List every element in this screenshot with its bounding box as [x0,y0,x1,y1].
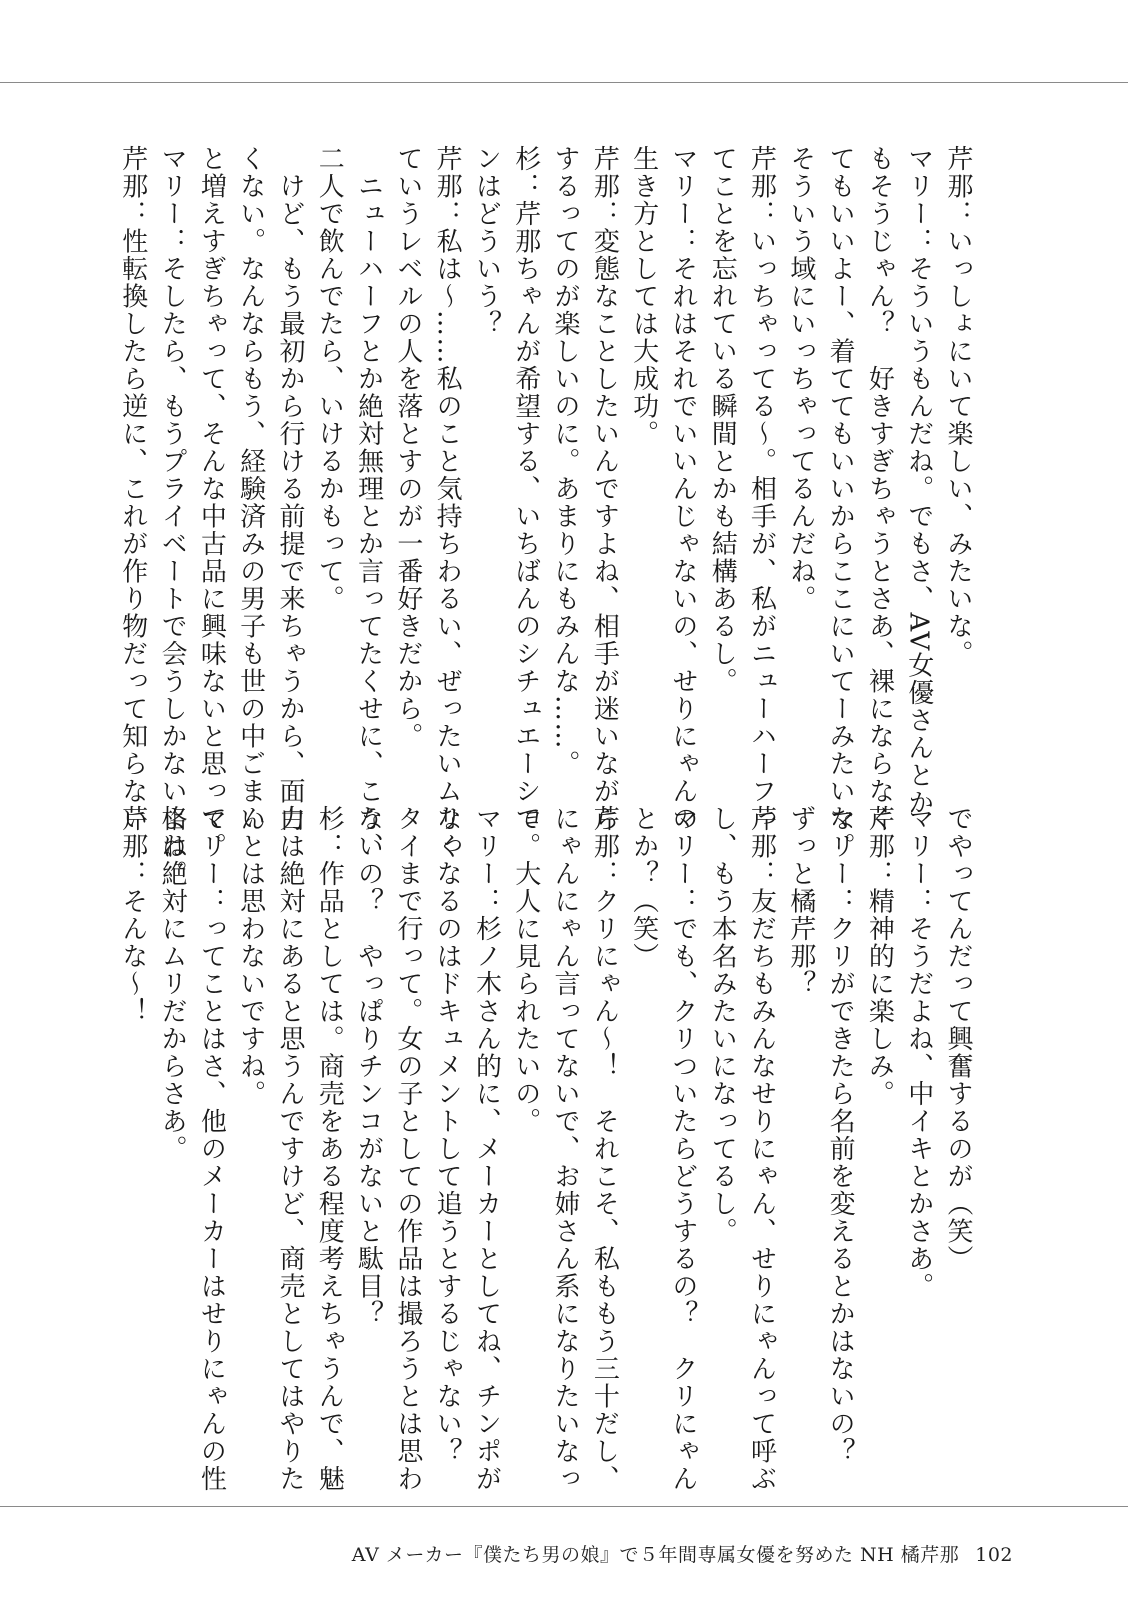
text-line: するってのが楽しいのに。あまりにもみんな……。 [550,145,581,778]
page-number: 102 [975,1544,1013,1566]
text-line: でやってんだって興奮するのが（笑） [943,805,973,1273]
text-line: とか？（笑） [628,805,659,970]
text-line: 芹那：そんな〜！ [117,805,148,1025]
text-line: 芹那：私は〜……私のこと気持ちわるい、ぜったいムリっ [432,145,463,860]
lower-text-column [112,805,977,1493]
text-line: てもいいよー、着ててもいいからここにいてーみたいな。 [825,145,856,860]
text-line: マリー：クリができたら名前を変えるとかはないの？ [825,805,856,1465]
text-line: 杉：芹那ちゃんが希望する、いちばんのシチュエーショ [510,145,541,833]
text-line: 杉：作品としては。商売をある程度考えちゃうんで、魅 [314,805,345,1493]
text-line: ンはどういう？ [471,145,502,338]
text-line: 格は絶対にムリだからさあ。 [157,805,188,1163]
text-line: タイまで行って。女の子としての作品は撮ろうとは思わ [392,805,423,1493]
text-line: 芹那：いっしょにいて楽しい、みたいな。 [943,145,973,668]
text-line: 芹那：クリにゃん〜！ それこそ、私ももう三十だし、 [589,805,620,1493]
text-line: もそうじゃん？ 好きすぎちゃうとさあ、裸にならなく [864,145,895,833]
text-line: ずっと橘芹那？ [785,805,816,998]
text-line: いとは思わないですね。 [235,805,266,1108]
text-line: マリー：そしたら、もうプライベートで会うしかないよね。 [157,145,188,888]
text-line: てことを忘れている瞬間とかも結構あるし。 [707,145,738,695]
text-line: ないの？ やっぱりチンコがないと駄目？ [353,805,384,1328]
text-line: て。大人に見られたいの。 [510,805,541,1135]
text-line: マリー：でも、クリついたらどうするの？ クリにゃん [667,805,698,1493]
text-line: マリー：そういうもんだね。でもさ、AV女優さんとか [903,145,934,817]
text-line: ていうレベルの人を落とすのが一番好きだから。 [392,145,423,750]
footer-rule [0,1506,1128,1507]
text-line: ニューハーフとか絶対無理とか言ってたくせに、こう、 [353,145,384,860]
text-line: マリー：そうだよね、中イキとかさあ。 [903,805,934,1300]
text-line: なくなるのはドキュメントして追うとするじゃない？ [432,805,463,1465]
text-line: マリー：それはそれでいいんじゃないの、せりにゃんの [667,145,698,833]
text-line: くない。なんならもう、経験済みの男子も世の中ごまん [235,145,266,833]
text-line: にゃんにゃん言ってないで、お姉さん系になりたいなっ [550,805,581,1493]
text-line: し、もう本名みたいになってるし。 [707,805,738,1245]
text-line: 芹那：いっちゃってる〜。相手が、私がニューハーフっ [746,145,777,833]
text-line: マリー：杉ノ木さん的に、メーカーとしてね、チンポが [471,805,502,1493]
text-line: 二人で飲んでたら、いけるかもって。 [314,145,345,613]
text-line: 力は絶対にあると思うんですけど、商売としてはやりた [274,805,305,1493]
text-line: と増えすぎちゃって、そんな中古品に興味ないと思って。 [196,145,227,860]
text-line: そういう域にいっちゃってるんだね。 [785,145,816,613]
text-line: 芹那：精神的に楽しみ。 [864,805,895,1108]
text-line: けど、もう最初から行ける前提で来ちゃうから、面白 [274,145,305,833]
text-line: 芹那：変態なことしたいんですよね、相手が迷いながら [589,145,620,833]
text-line: 生き方としては大成功。 [628,145,659,448]
running-title: AV メーカー『僕たち男の娘』で５年間専属女優を努めた NH 橘芹那 [351,1544,960,1566]
text-line: マリー：ってことはさ、他のメーカーはせりにゃんの性 [196,805,227,1493]
page-footer [352,1540,1013,1567]
header-rule [0,82,1128,83]
text-line: 芹那：友だちもみんなせりにゃん、せりにゃんって呼ぶ [746,805,777,1493]
text-line: 芹那：性転換したら逆に、これが作り物だって知らない [117,145,148,833]
